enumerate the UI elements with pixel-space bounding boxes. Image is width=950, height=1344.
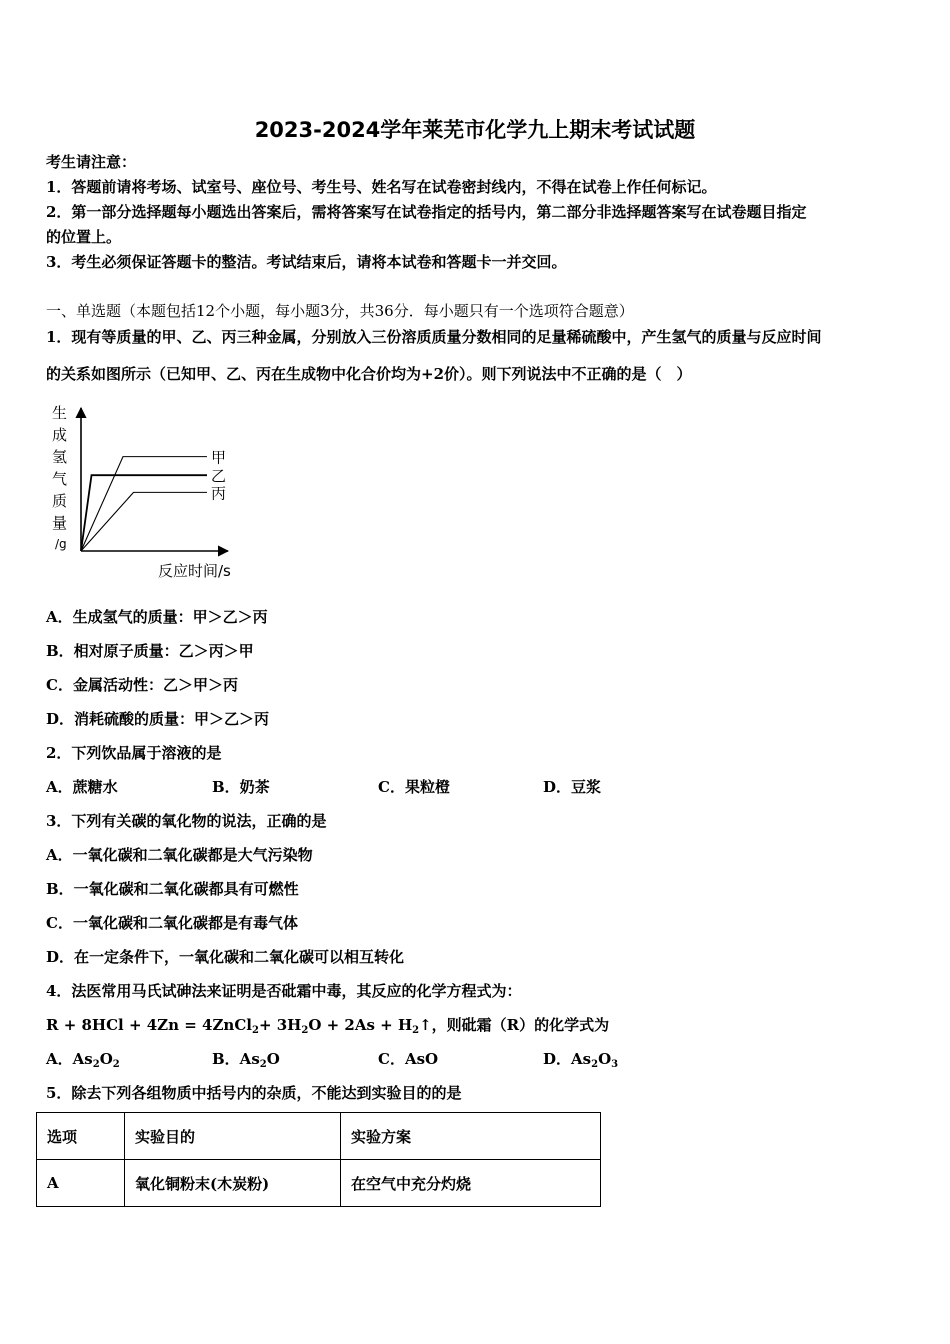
y-axis-label-char: 量 (52, 514, 68, 532)
q4-option-d[interactable]: D．$As_2O_3$ (543, 1050, 619, 1070)
q2-option-b[interactable]: B．奶茶 (212, 778, 270, 796)
notice-item-2-cont: 的位置上。 (46, 228, 122, 246)
notice-item-2: 2．第一部分选择题每小题选出答案后，需将答案写在试卷指定的括号内，第二部分非选择题答案写在试卷题目指定 (46, 203, 807, 221)
q1-option-d[interactable]: D．消耗硫酸的质量：甲＞乙＞丙 (46, 710, 270, 728)
q4-option-b[interactable]: B．$As_2O$ (212, 1050, 280, 1070)
y-axis-label-unit: /g (55, 537, 67, 551)
series-label-1: 乙 (211, 467, 227, 486)
notice-heading: 考生请注意： (46, 153, 137, 171)
q5-stem: 5．除去下列各组物质中括号内的杂质，不能达到实验目的的是 (46, 1084, 462, 1102)
y-axis-label-char: 气 (52, 470, 68, 488)
table-header-cell: 实验方案 (341, 1113, 601, 1160)
q2-option-a[interactable]: A．蔗糖水 (46, 778, 118, 796)
table-header-cell: 实验目的 (125, 1113, 341, 1160)
table-cell: A (37, 1160, 125, 1207)
q4-stem: 4．法医常用马氏试砷法来证明是否砒霜中毒，其反应的化学方程式为： (46, 982, 522, 1000)
x-axis-label: 反应时间/s (158, 562, 231, 580)
table-cell: 在空气中充分灼烧 (341, 1160, 601, 1207)
q3-option-a[interactable]: A．一氧化碳和二氧化碳都是大气污染物 (46, 846, 313, 864)
q1-stem-line2: 的关系如图所示（已知甲、乙、丙在生成物中化合价均为+2价）。则下列说法中不正确的是（ ） (46, 365, 692, 383)
q3-stem: 3．下列有关碳的氧化物的说法，正确的是 (46, 812, 327, 830)
series-line-2 (81, 492, 207, 551)
q1-option-c[interactable]: C．金属活动性：乙＞甲＞丙 (46, 676, 238, 694)
q2-option-d[interactable]: D．豆浆 (543, 778, 602, 796)
y-axis-label-char: 成 (52, 426, 68, 444)
q4-option-a[interactable]: A．$As_2O_2$ (46, 1050, 120, 1070)
y-axis-label-char: 氢 (52, 448, 68, 466)
q2-option-c[interactable]: C．果粒橙 (378, 778, 450, 796)
q3-option-d[interactable]: D．在一定条件下，一氧化碳和二氧化碳可以相互转化 (46, 948, 405, 966)
q4-option-c[interactable]: C．AsO (378, 1050, 439, 1068)
section-heading: 一、单选题（本题包括12个小题，每小题3分，共36分．每小题只有一个选项符合题意） (46, 302, 634, 320)
notice-item-1: 1．答题前请将考场、试室号、座位号、考生号、姓名写在试卷密封线内，不得在试卷上作任何标记。 (46, 178, 717, 196)
q3-option-c[interactable]: C．一氧化碳和二氧化碳都是有毒气体 (46, 914, 298, 932)
series-line-0 (81, 457, 207, 551)
table-header-row (37, 1113, 601, 1160)
page-title: 2023-2024学年莱芜市化学九上期末考试试题 (254, 118, 696, 142)
notice-item-3: 3．考生必须保证答题卡的整洁。考试结束后，请将本试卷和答题卡一并交回。 (46, 253, 567, 271)
q5-table (36, 1112, 601, 1207)
y-axis-label-char: 质 (52, 492, 68, 510)
q2-stem: 2．下列饮品属于溶液的是 (46, 744, 222, 762)
q4-equation: R + 8HCl + 4Zn = 4ZnCl$_2$+ $3H_2O + 2As$ + $H_2↑$，则砒霜（R）的化学式为 (46, 1016, 610, 1036)
q3-option-b[interactable]: B．一氧化碳和二氧化碳都具有可燃性 (46, 880, 299, 898)
q1-option-b[interactable]: B．相对原子质量：乙＞丙＞甲 (46, 642, 254, 660)
series-label-0: 甲 (211, 448, 227, 467)
table-row (37, 1160, 601, 1207)
series-label-2: 丙 (211, 484, 227, 503)
hydrogen-mass-chart (46, 398, 256, 584)
table-cell: 氧化铜粉末(木炭粉) (125, 1160, 341, 1207)
series-line-1 (81, 475, 207, 551)
q1-option-a[interactable]: A．生成氢气的质量：甲＞乙＞丙 (46, 608, 268, 626)
table-header-cell: 选项 (37, 1113, 125, 1160)
y-axis-label-char: 生 (52, 404, 68, 422)
q1-stem-line1: 1．现有等质量的甲、乙、丙三种金属，分别放入三份溶质质量分数相同的足量稀硫酸中，产生氢气的质量与反应时间 (46, 328, 822, 346)
